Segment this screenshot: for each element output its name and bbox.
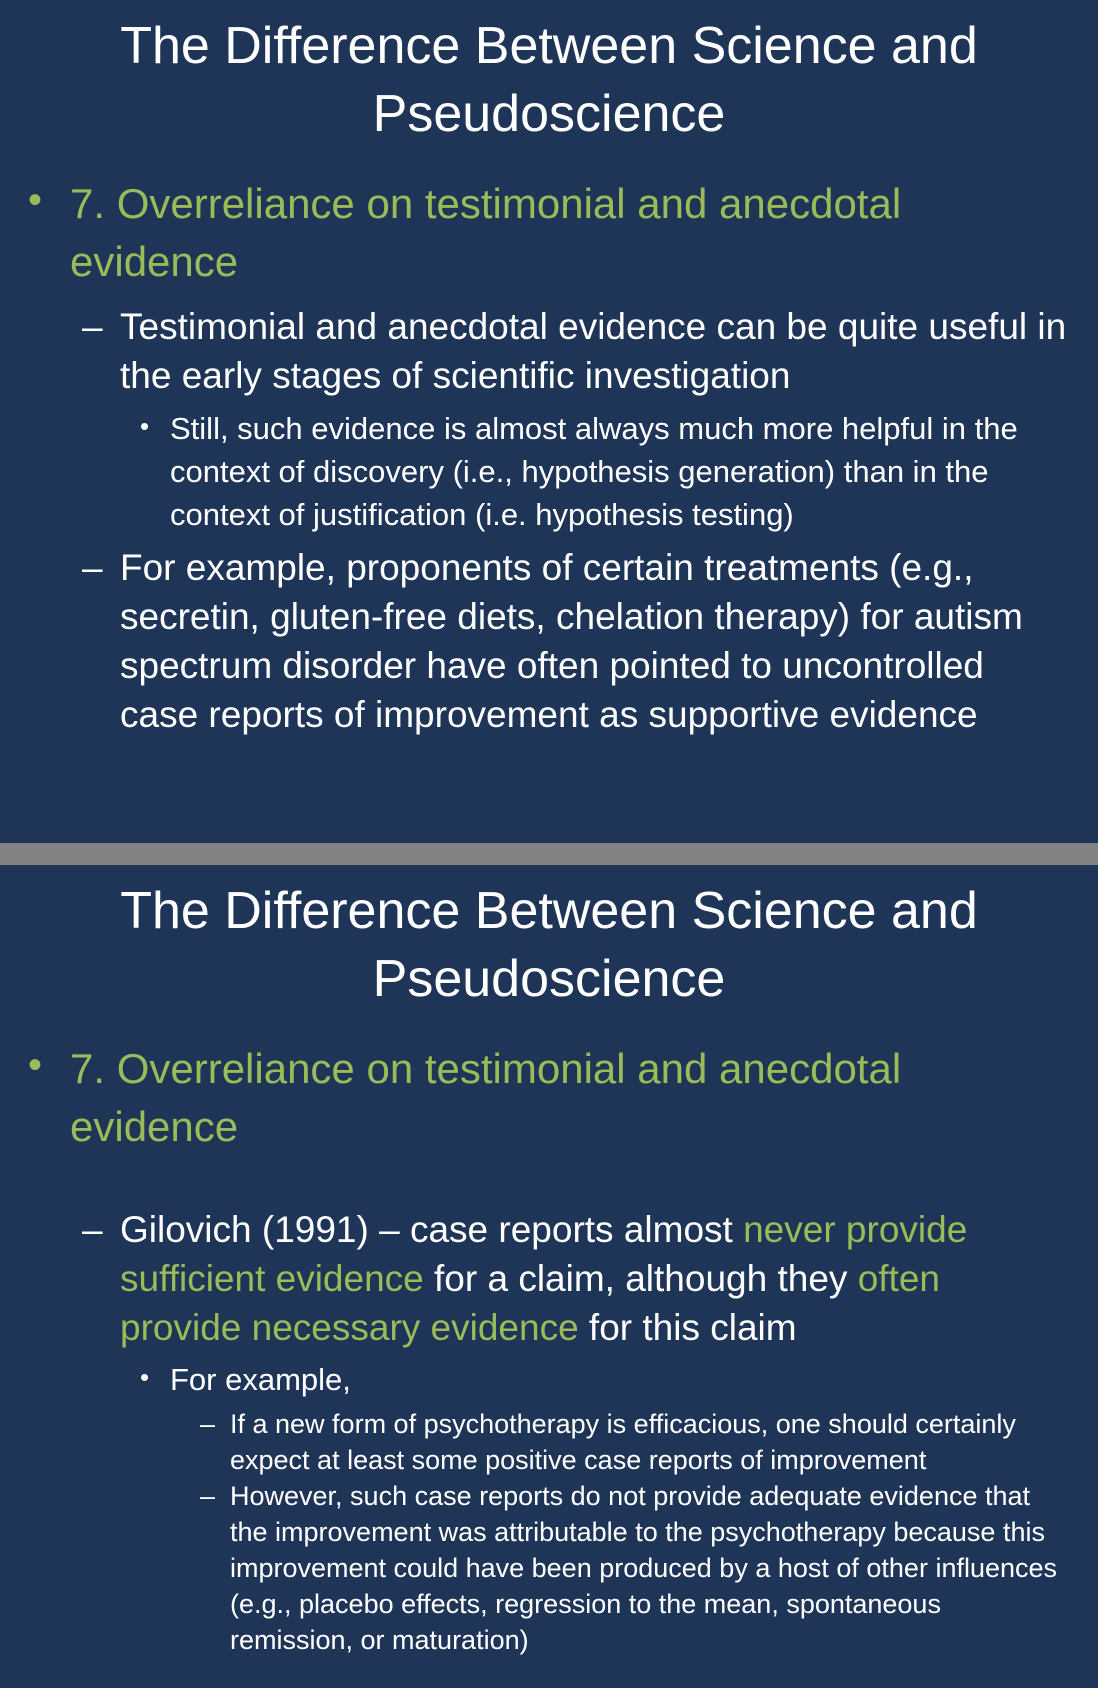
- example-item-text: However, such case reports do not provide adequate evidence that the improvement was attributable to the psychotherapy because this improvement could have been produced by a host of other influences (e.g., placebo effects, regression to the mean, spontaneous remission, or maturation): [230, 1481, 1058, 1655]
- slide-title: The Difference Between Science and Pseudoscience: [120, 882, 978, 1008]
- bullet-icon: •: [28, 1043, 43, 1087]
- highlight-text: often provide necessary evidence: [120, 1258, 940, 1348]
- sub-bullet-text: Testimonial and anecdotal evidence can be quite useful in the early stages of scientific investigation: [120, 306, 1067, 396]
- highlight-text: never provide sufficient evidence: [120, 1209, 968, 1299]
- slide-title: The Difference Between Science and Pseudoscience: [120, 17, 978, 143]
- main-bullet: [28, 1040, 1058, 1156]
- sub-bullet: [82, 1205, 1068, 1352]
- main-bullet: [28, 175, 1058, 291]
- bullet-icon: •: [140, 1362, 150, 1392]
- example-item-text: If a new form of psychotherapy is efficacious, one should certainly expect at least some positive case reports of improvement: [230, 1409, 1016, 1475]
- dash-icon: –: [82, 1209, 103, 1250]
- slide-2: [0, 865, 1098, 1688]
- detail-bullet: [140, 407, 1048, 536]
- detail-bullet-text: Still, such evidence is almost always much more helpful in the context of discovery (i.e., hypothesis generation) than in the context of justification (i.e. hypothesis testing): [170, 411, 1018, 532]
- dash-icon: –: [200, 1481, 216, 1511]
- bullet-icon: •: [140, 411, 150, 441]
- sub-bullet-text: [120, 1205, 1068, 1352]
- example-item: [200, 1478, 1058, 1658]
- detail-bullet: [140, 1358, 1048, 1401]
- slide-1: [0, 0, 1098, 843]
- bullet-icon: •: [28, 178, 43, 222]
- sub-bullet-text: For example, proponents of certain treatments (e.g., secretin, gluten-free diets, chelation therapy) for autism spectrum disorder have often pointed to uncontrolled case reports of improvement as supportive evidence: [120, 547, 1023, 735]
- dash-icon: –: [82, 306, 103, 347]
- main-bullet-text: 7. Overreliance on testimonial and anecdotal evidence: [70, 180, 902, 285]
- dash-icon: –: [200, 1409, 216, 1439]
- detail-bullet-text: For example,: [170, 1362, 351, 1397]
- dash-icon: –: [82, 547, 103, 588]
- example-item: [200, 1406, 1058, 1478]
- sub-bullet: [82, 543, 1068, 739]
- text-segment: for a claim, although they: [423, 1258, 858, 1299]
- main-bullet-text: 7. Overreliance on testimonial and anecdotal evidence: [70, 1045, 902, 1150]
- text-segment: Gilovich (1991) – case reports almost: [120, 1209, 744, 1250]
- sub-bullet: [82, 302, 1068, 400]
- text-segment: for this claim: [578, 1307, 797, 1348]
